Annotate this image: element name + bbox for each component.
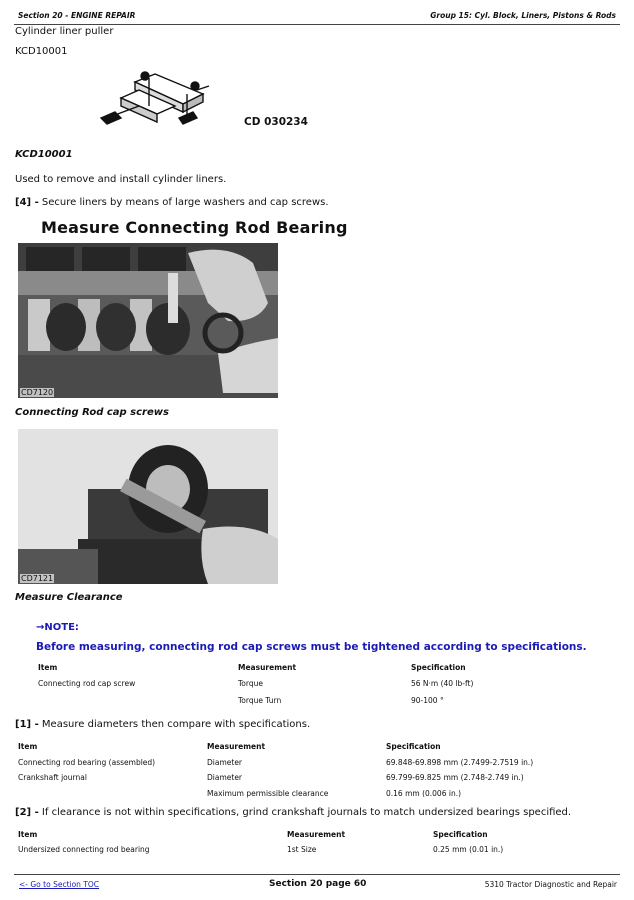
- table1-row1-item: Connecting rod cap screw: [38, 679, 136, 688]
- table1-row1-measurement: Torque: [238, 679, 263, 688]
- micrometer-photo-drawing: [18, 429, 278, 584]
- table1-row1-specification: 56 N·m (40 lb-ft): [411, 679, 474, 688]
- cylinder-liner-puller-illustration: [95, 68, 215, 136]
- step-4-text: Secure liners by means of large washers and cap screws.: [41, 197, 329, 208]
- table3-row1-specification: 0.25 mm (0.01 in.): [433, 845, 504, 854]
- connecting-rod-cap-screws-photo: [18, 243, 278, 398]
- footer-rule: [14, 874, 620, 875]
- table3-row1-item: Undersized connecting rod bearing: [18, 845, 150, 854]
- table2-row1-specification: 69.848-69.898 mm (2.7499-2.7519 in.): [386, 758, 534, 767]
- section-title: Measure Connecting Rod Bearing: [41, 218, 348, 237]
- header-rule: [14, 24, 620, 25]
- step-1: [15, 719, 310, 730]
- table2-header-measurement: Measurement: [207, 742, 266, 751]
- step-2-number: [2] -: [15, 807, 39, 818]
- step-1-text: Measure diameters then compare with specifications.: [41, 719, 311, 730]
- tool-description: Used to remove and install cylinder liners.: [15, 174, 227, 185]
- step-4-number: [4] -: [15, 197, 39, 208]
- measure-clearance-photo: [18, 429, 278, 584]
- table3-row1-measurement: 1st Size: [287, 845, 317, 854]
- note-text: Before measuring, connecting rod cap screws must be tightened according to specifications.: [36, 641, 587, 653]
- go-to-section-toc-link[interactable]: <- Go to Section TOC: [19, 880, 100, 889]
- table2-row1-measurement: Diameter: [207, 758, 243, 767]
- tool-image-label: CD 030234: [244, 116, 308, 128]
- table1-row2-measurement: Torque Turn: [238, 696, 282, 705]
- photo2-caption: Measure Clearance: [15, 592, 123, 603]
- step-4: [15, 197, 329, 208]
- photo1-caption: Connecting Rod cap screws: [15, 407, 169, 418]
- tool-code: KCD10001: [15, 46, 68, 57]
- header-section: Section 20 - ENGINE REPAIR: [18, 11, 136, 20]
- step-2-text: If clearance is not within specifications, grind crankshaft journals to match undersized bearings specified.: [41, 807, 572, 818]
- table1-header-item: Item: [38, 663, 58, 672]
- table2-header-specification: Specification: [386, 742, 441, 751]
- table2-row3-specification: 0.16 mm (0.006 in.): [386, 789, 462, 798]
- photo1-label: CD7120: [21, 388, 54, 397]
- footer-document-title: 5310 Tractor Diagnostic and Repair: [484, 880, 617, 889]
- step-2: [15, 807, 571, 818]
- table2-header-item: Item: [18, 742, 38, 751]
- table3-header-item: Item: [18, 830, 38, 839]
- table3-header-specification: Specification: [433, 830, 488, 839]
- engine-block-photo-drawing: [18, 243, 278, 398]
- step-1-number: [1] -: [15, 719, 39, 730]
- table2-row1-item: Connecting rod bearing (assembled): [18, 758, 156, 767]
- table2-row2-measurement: Diameter: [207, 773, 243, 782]
- table3-header-measurement: Measurement: [287, 830, 346, 839]
- table1-header-specification: Specification: [411, 663, 466, 672]
- table2-row3-measurement: Maximum permissible clearance: [207, 789, 329, 798]
- tool-name: Cylinder liner puller: [15, 26, 114, 37]
- footer-page-number: Section 20 page 60: [269, 879, 367, 889]
- photo2-label: CD7121: [21, 574, 54, 583]
- table2-row2-item: Crankshaft journal: [18, 773, 87, 782]
- tool-caption: KCD10001: [15, 149, 73, 160]
- header-group: Group 15: Cyl. Block, Liners, Pistons & Rods: [430, 11, 616, 20]
- table1-header-measurement: Measurement: [238, 663, 297, 672]
- table2-row2-specification: 69.799-69.825 mm (2.748-2.749 in.): [386, 773, 524, 782]
- table1-row2-specification: 90-100 °: [411, 696, 444, 705]
- note-heading: →NOTE:: [36, 622, 79, 633]
